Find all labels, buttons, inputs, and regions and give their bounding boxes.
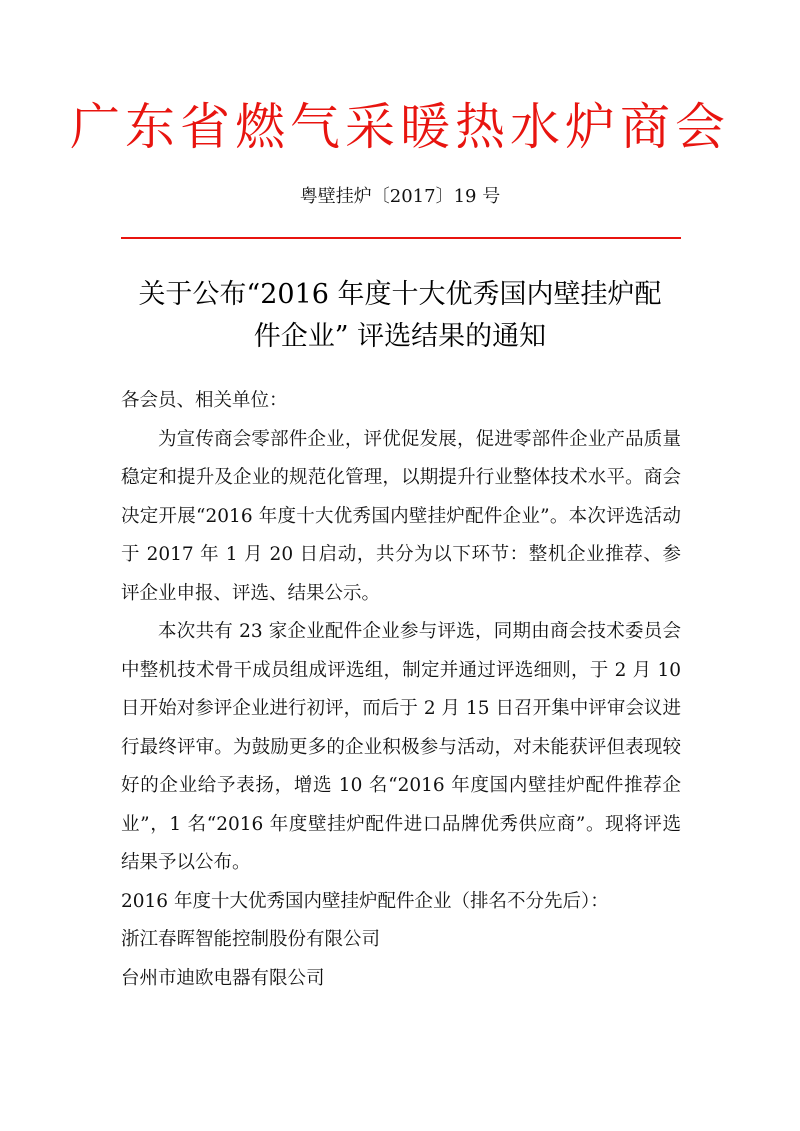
salutation: 各会员、相关单位： xyxy=(121,390,288,411)
paragraph-2: 本次共有 23 家企业配件企业参与评选，同期由商会技术委员会中整机技术骨干成员组成评选组，制定并通过评选细则，于 2 月 10 日开始对参评企业进行初评，而后于 2 月 15 日召开集中评审会议进行最终评审。为鼓励更多的企业积极参与活动，对未能获评但表现较好的企业给予表扬，增选 10 名“2016 年度国内壁挂炉配件推荐企业”，1 名“2016 年度壁挂炉配件进口品牌优秀供应商”。现将评选结果予以公布。 xyxy=(121,621,681,873)
organization-title: 广东省燃气采暖热水炉商会 xyxy=(70,98,730,156)
award-list-heading: 2016 年度十大优秀国内壁挂炉配件企业（排名不分先后）： xyxy=(121,890,609,912)
red-divider-line xyxy=(121,237,681,239)
company-list-item: 台州市迪欧电器有限公司 xyxy=(121,967,325,989)
paragraph-1: 为宣传商会零部件企业，评优促发展，促进零部件企业产品质量稳定和提升及企业的规范化管理，以期提升行业整体技术水平。商会决定开展“2016 年度十大优秀国内壁挂炉配件企业”。本次评选活动于 2017 年 1 月 20 日启动，共分为以下环节：整机企业推荐、参评企业申报、评选、结果公示。 xyxy=(121,428,681,604)
document-number: 粤壁挂炉〔2017〕19 号 xyxy=(299,186,501,207)
notice-body xyxy=(121,382,681,998)
notice-title xyxy=(0,274,800,358)
notice-title-line-1: 关于公布“2016 年度十大优秀国内壁挂炉配 xyxy=(138,279,662,310)
notice-title-line-2: 件企业” 评选结果的通知 xyxy=(253,321,547,352)
company-list-item: 浙江春晖智能控制股份有限公司 xyxy=(121,929,381,950)
